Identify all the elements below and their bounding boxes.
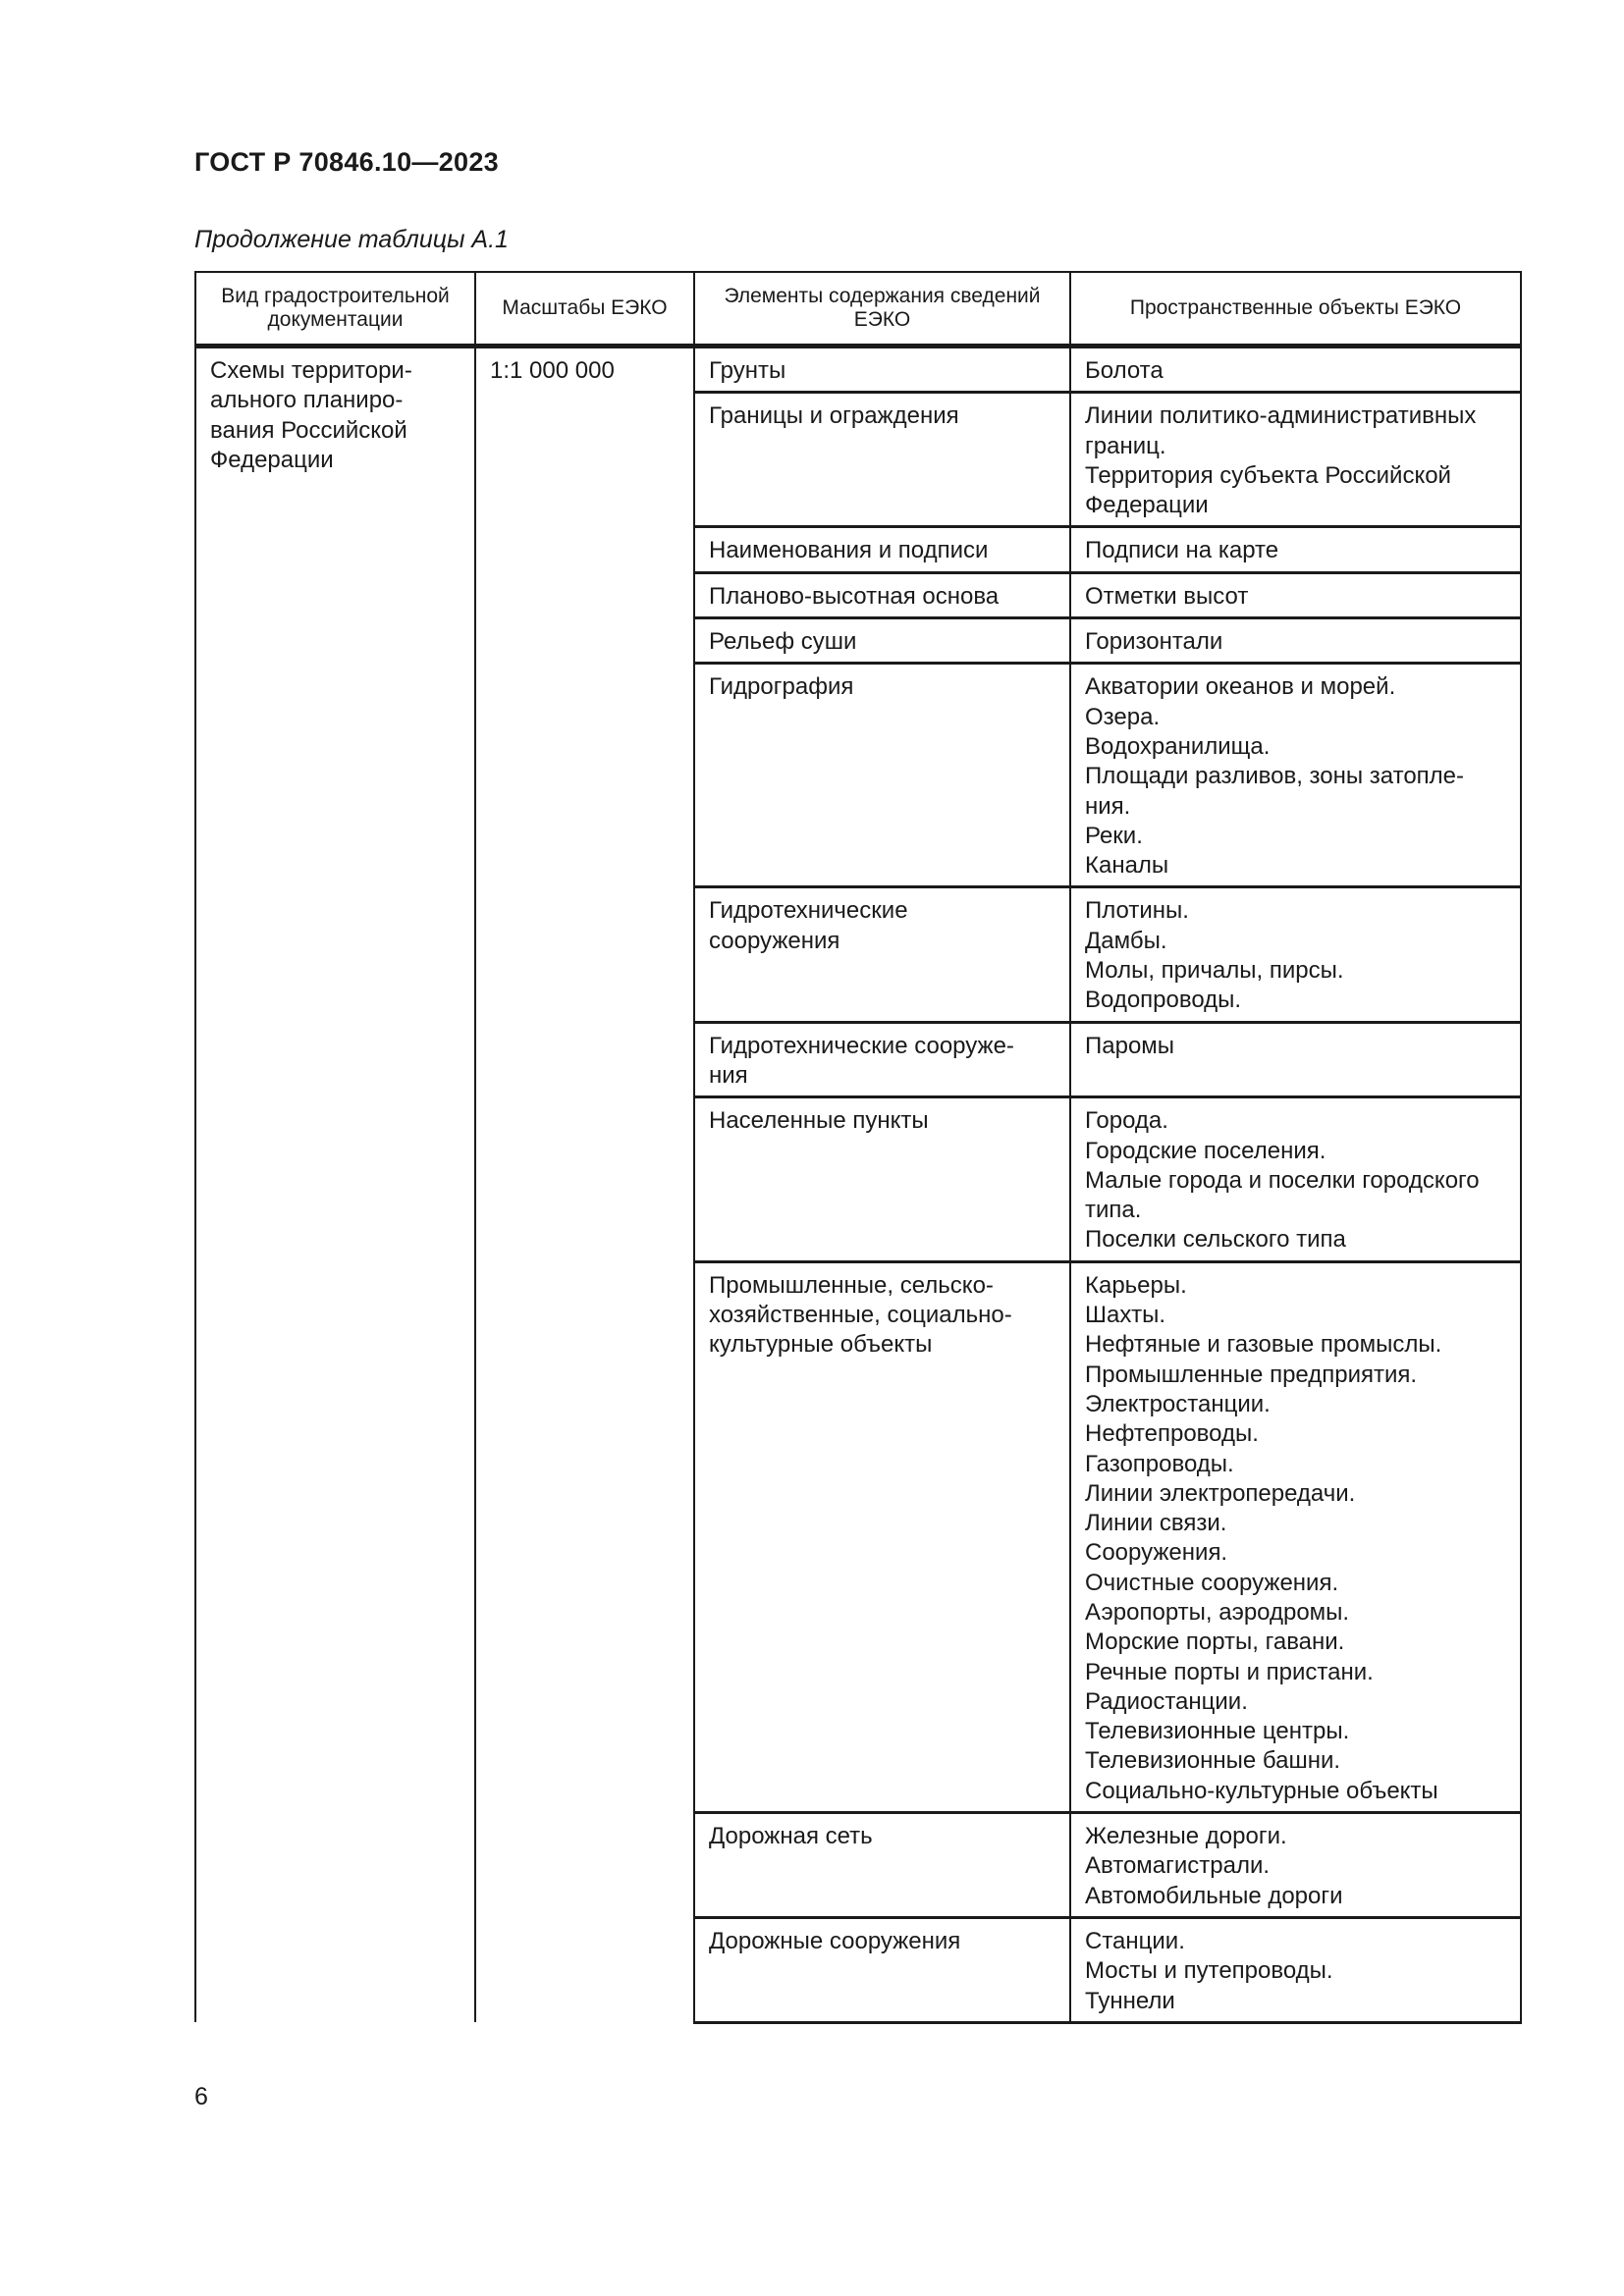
- objects-cell: Железные дороги. Автомагистрали. Автомобильные дороги: [1070, 1813, 1521, 1918]
- scale-cell: 1:1 000 000: [475, 347, 694, 2023]
- table-container: [194, 271, 1520, 2024]
- spatial-objects-table: [194, 271, 1522, 2024]
- objects-cell: Города. Городские поселения. Малые города и поселки городского типа. Поселки сельского типа: [1070, 1097, 1521, 1261]
- objects-cell: Отметки высот: [1070, 572, 1521, 617]
- element-cell: Грунты: [694, 347, 1070, 393]
- element-cell: Планово-высотная основа: [694, 572, 1070, 617]
- element-cell: Рельеф суши: [694, 618, 1070, 664]
- objects-cell: Плотины. Дамбы. Молы, причалы, пирсы. Водопроводы.: [1070, 887, 1521, 1022]
- table-continuation-caption: Продолжение таблицы А.1: [194, 226, 509, 253]
- document-standard-header: ГОСТ Р 70846.10—2023: [194, 147, 499, 177]
- objects-cell: Подписи на карте: [1070, 527, 1521, 572]
- table-header-row: [195, 272, 1521, 347]
- objects-cell: Карьеры. Шахты. Нефтяные и газовые промыслы. Промышленные предприятия. Электростанции. Нефтепроводы. Газопроводы. Линии электропередачи. Линии связи. Сооружения. Очистные сооружения. Аэропорты, аэродромы. Морские порты, гавани. Речные порты и пристани. Радиостанции. Телевизионные центры. Телевизионные башни. Социально-культурные объекты: [1070, 1261, 1521, 1812]
- objects-cell: Паромы: [1070, 1022, 1521, 1097]
- element-cell: Границы и ограждения: [694, 393, 1070, 527]
- element-cell: Дорожная сеть: [694, 1813, 1070, 1918]
- objects-cell: Болота: [1070, 347, 1521, 393]
- element-cell: Гидротехнические сооружения: [694, 887, 1070, 1022]
- element-cell: Населенные пункты: [694, 1097, 1070, 1261]
- objects-cell: Акватории океанов и морей. Озера. Водохранилища. Площади разливов, зоны затопле- ния. Реки. Каналы: [1070, 664, 1521, 887]
- doc-type-cell: Схемы территори- ального планиро- вания Российской Федерации: [195, 347, 475, 2023]
- element-cell: Наименования и подписи: [694, 527, 1070, 572]
- objects-cell: Станции. Мосты и путепроводы. Туннели: [1070, 1917, 1521, 2022]
- column-header-scale: Масштабы ЕЭКО: [475, 272, 694, 347]
- objects-cell: Горизонтали: [1070, 618, 1521, 664]
- column-header-spatial-objects: Пространственные объекты ЕЭКО: [1070, 272, 1521, 347]
- page-number: 6: [194, 2083, 208, 2110]
- element-cell: Гидротехнические сооруже- ния: [694, 1022, 1070, 1097]
- element-cell: Промышленные, сельско- хозяйственные, социально- культурные объекты: [694, 1261, 1070, 1812]
- element-cell: Гидрография: [694, 664, 1070, 887]
- column-header-content-elements: Элементы содержания сведений ЕЭКО: [694, 272, 1070, 347]
- table-row: [195, 347, 1521, 393]
- objects-cell: Линии политико-административных границ. Территория субъекта Российской Федерации: [1070, 393, 1521, 527]
- column-header-doc-type: Вид градостроительной документации: [195, 272, 475, 347]
- element-cell: Дорожные сооружения: [694, 1917, 1070, 2022]
